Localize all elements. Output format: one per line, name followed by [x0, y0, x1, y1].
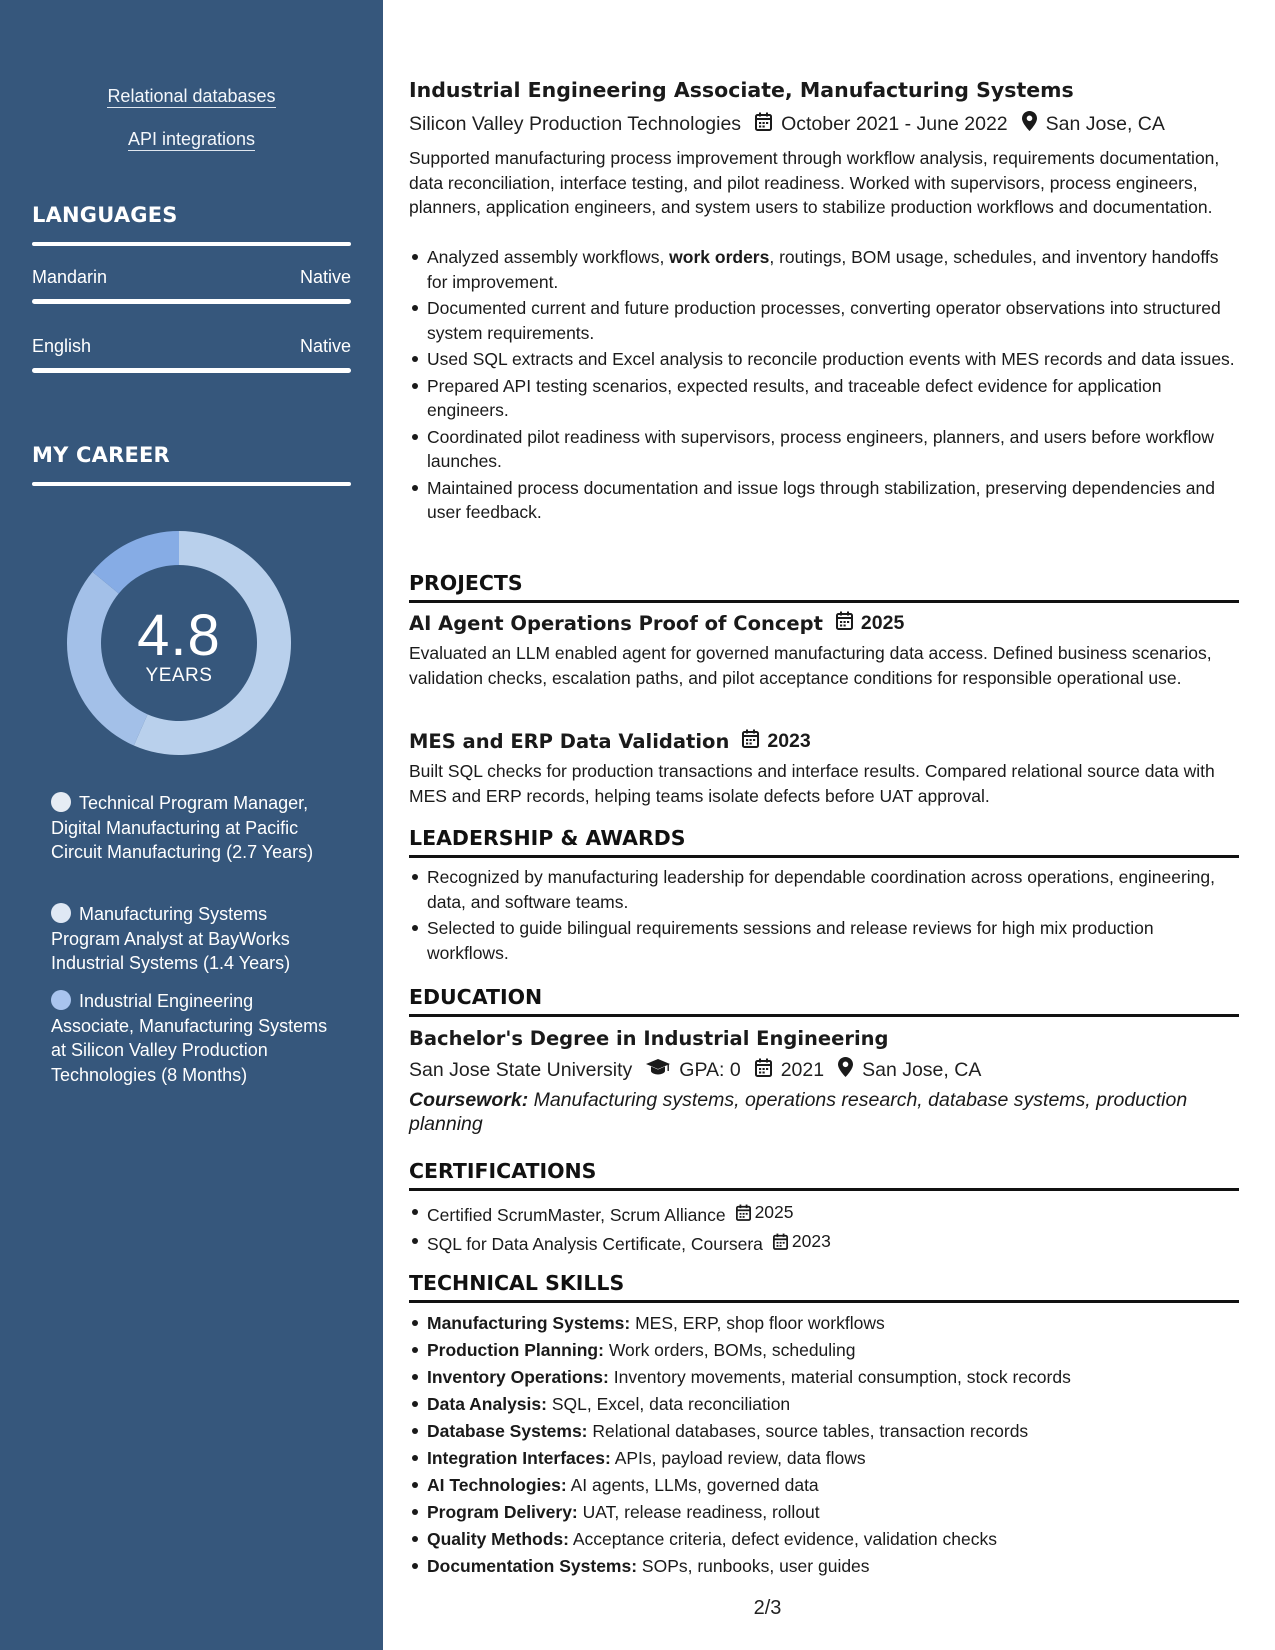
- career-total-years: 4.8: [137, 603, 221, 668]
- project-title: AI Agent Operations Proof of Concept: [409, 611, 823, 635]
- job-title: Industrial Engineering Associate, Manufacturing Systems: [409, 78, 1074, 102]
- leadership-heading: LEADERSHIP & AWARDS: [409, 826, 686, 850]
- skill-link-label[interactable]: Relational databases: [107, 86, 276, 106]
- language-level-bar: [32, 368, 351, 373]
- career-heading-rule: [32, 482, 351, 486]
- job-bullets: [409, 245, 1239, 527]
- skill-link-api-integrations[interactable]: [0, 129, 383, 150]
- leadership-heading-rule: [409, 855, 1239, 858]
- skill-item: [409, 1338, 1239, 1363]
- school-name: San Jose State University: [409, 1058, 633, 1081]
- skill-item: [409, 1419, 1239, 1444]
- career-total-unit: YEARS: [145, 665, 213, 686]
- career-item: [51, 791, 331, 865]
- coursework: [409, 1088, 1239, 1136]
- calendar-icon: [755, 112, 772, 137]
- job-meta: [409, 111, 1165, 137]
- skill-value: AI agents, LLMs, governed data: [570, 1475, 819, 1495]
- language-row-english: [32, 336, 351, 357]
- calendar-icon: [836, 611, 853, 635]
- job-dates: October 2021 - June 2022: [781, 112, 1008, 135]
- projects-heading-rule: [409, 600, 1239, 603]
- skill-item: [409, 1392, 1239, 1417]
- language-level: Native: [299, 336, 351, 356]
- calendar-icon: [755, 1058, 772, 1083]
- certification-name: Certified ScrumMaster, Scrum Alliance: [427, 1204, 726, 1225]
- project-year: 2023: [767, 729, 811, 752]
- career-item: [51, 902, 331, 976]
- career-item-text: Manufacturing Systems Program Analyst at BayWorks Industrial Systems (1.4 Years): [51, 904, 291, 973]
- skill-value: SQL, Excel, data reconciliation: [551, 1394, 791, 1414]
- skill-value: Work orders, BOMs, scheduling: [608, 1340, 856, 1360]
- education-meta: [409, 1057, 981, 1083]
- certifications-list: [409, 1200, 1239, 1259]
- languages-heading-rule: [32, 242, 351, 246]
- degree-name: Bachelor's Degree in Industrial Engineering: [409, 1027, 889, 1050]
- list-item: Prepared API testing scenarios, expected results, and traceable defect evidence for application engineers.: [409, 374, 1239, 423]
- skill-item: [409, 1473, 1239, 1498]
- skill-value: Acceptance criteria, defect evidence, validation checks: [572, 1529, 997, 1549]
- project-year: 2025: [860, 611, 905, 634]
- map-pin-icon: [838, 1057, 853, 1083]
- language-row-mandarin: [32, 267, 351, 288]
- skill-value: Relational databases, source tables, transaction records: [592, 1421, 1029, 1441]
- calendar-icon: [742, 729, 759, 753]
- skill-item: [409, 1446, 1239, 1471]
- job-summary: Supported manufacturing process improvement through workflow analysis, requirements documentation, data reconciliation, interface testing, and pilot readiness. Worked with supervisors, process engineers, planners, application engineers, and system users to stabilize production workflows and documentation.: [409, 148, 1220, 217]
- bullet-text: , routings, BOM usage, schedules, and inventory handoffs for improvement.: [427, 247, 1219, 292]
- skill-value: SOPs, runbooks, user guides: [641, 1556, 870, 1576]
- certification-year-group: [736, 1200, 794, 1225]
- gpa: GPA: 0: [679, 1058, 741, 1081]
- career-item-text: Industrial Engineering Associate, Manufacturing Systems at Silicon Valley Production Technologies (8 Months): [51, 991, 328, 1085]
- skill-value: MES, ERP, shop floor workflows: [635, 1313, 885, 1333]
- language-name: Mandarin: [32, 267, 108, 287]
- job-location: San Jose, CA: [1045, 112, 1165, 135]
- map-pin-icon: [1022, 111, 1037, 137]
- company-name: Silicon Valley Production Technologies: [409, 112, 742, 135]
- graduation-cap-icon: [646, 1058, 670, 1082]
- skills-list: [409, 1311, 1239, 1581]
- skill-item: [409, 1365, 1239, 1390]
- list-item: Selected to guide bilingual requirements sessions and release reviews for high mix production workflows.: [409, 916, 1239, 965]
- list-item: Documented current and future production processes, converting operator observations into structured system requirements.: [409, 296, 1239, 345]
- list-item: Used SQL extracts and Excel analysis to reconcile production events with MES records and data issues.: [409, 347, 1239, 372]
- skill-value: APIs, payload review, data flows: [614, 1448, 866, 1468]
- project-title-row: [409, 611, 904, 635]
- coursework-label: Coursework:: [409, 1089, 529, 1111]
- skill-label: Database Systems:: [427, 1421, 588, 1441]
- certifications-heading: CERTIFICATIONS: [409, 1159, 597, 1183]
- certification-name: SQL for Data Analysis Certificate, Coursera: [427, 1234, 763, 1254]
- language-name: English: [32, 336, 92, 356]
- language-level: Native: [299, 267, 351, 287]
- calendar-icon: [773, 1233, 788, 1250]
- project-description: Evaluated an LLM enabled agent for governed manufacturing data access. Defined business scenarios, validation checks, escalation paths, and pilot acceptance conditions for responsible operational use.: [409, 643, 1212, 688]
- skill-label: Integration Interfaces:: [427, 1448, 611, 1468]
- skill-link-label[interactable]: API integrations: [127, 129, 256, 149]
- skill-label: Production Planning:: [427, 1340, 604, 1360]
- list-item: [409, 1200, 1239, 1227]
- skill-item: [409, 1500, 1239, 1525]
- skill-label: AI Technologies:: [427, 1475, 567, 1495]
- coursework-text: Manufacturing systems, operations research, database systems, production planning: [409, 1089, 1188, 1135]
- graduation-year: 2021: [780, 1058, 825, 1081]
- skill-link-relational-databases[interactable]: [0, 86, 383, 107]
- list-item: Maintained process documentation and issue logs through stabilization, preserving dependencies and user feedback.: [409, 476, 1239, 525]
- career-item-text: Technical Program Manager, Digital Manufacturing at Pacific Circuit Manufacturing (2.7 Years): [51, 793, 314, 862]
- certification-year-group: [773, 1229, 831, 1254]
- sidebar: [0, 0, 383, 1650]
- degree-title: [409, 1027, 889, 1050]
- education-heading-rule: [409, 1014, 1239, 1017]
- career-heading: MY CAREER: [32, 443, 170, 467]
- skills-heading: TECHNICAL SKILLS: [409, 1271, 625, 1295]
- skill-label: Manufacturing Systems:: [427, 1313, 631, 1333]
- legend-dot: [51, 990, 71, 1010]
- skill-label: Program Delivery:: [427, 1502, 578, 1522]
- skill-label: Inventory Operations:: [427, 1367, 609, 1387]
- page-number: 2/3: [753, 1597, 782, 1619]
- list-item: Coordinated pilot readiness with supervisors, process engineers, planners, and users before workflow launches.: [409, 425, 1239, 474]
- school-location: San Jose, CA: [862, 1058, 982, 1081]
- project-description: Built SQL checks for production transactions and interface results. Compared relational source data with MES and ERP records, helping teams isolate defects before UAT approval.: [409, 761, 1215, 806]
- skill-label: Data Analysis:: [427, 1394, 547, 1414]
- language-level-bar: [32, 299, 351, 304]
- skill-label: Documentation Systems:: [427, 1556, 638, 1576]
- list-item: [409, 245, 1239, 294]
- skill-item: [409, 1554, 1239, 1579]
- list-item: Recognized by manufacturing leadership for dependable coordination across operations, engineering, data, and software teams.: [409, 865, 1239, 914]
- education-heading: EDUCATION: [409, 985, 543, 1009]
- career-item: [51, 989, 331, 1087]
- legend-dot: [51, 903, 71, 923]
- skill-item: [409, 1311, 1239, 1336]
- skills-heading-rule: [409, 1300, 1239, 1303]
- certification-year: 2023: [791, 1231, 831, 1252]
- legend-dot: [51, 792, 71, 812]
- project-title: MES and ERP Data Validation: [409, 729, 730, 753]
- project-title-row: [409, 729, 811, 753]
- bullet-text: Analyzed assembly workflows,: [427, 247, 670, 267]
- calendar-icon: [736, 1204, 751, 1221]
- skill-value: UAT, release readiness, rollout: [582, 1502, 820, 1522]
- leadership-list: [409, 865, 1239, 967]
- skill-value: Inventory movements, material consumption, stock records: [613, 1367, 1071, 1387]
- certification-year: 2025: [754, 1202, 794, 1222]
- skill-label: Quality Methods:: [427, 1529, 569, 1549]
- languages-heading: LANGUAGES: [32, 203, 178, 227]
- list-item: [409, 1229, 1239, 1256]
- projects-heading: PROJECTS: [409, 571, 523, 595]
- bullet-emphasis: work orders: [669, 247, 770, 267]
- certifications-heading-rule: [409, 1188, 1239, 1191]
- skill-item: [409, 1527, 1239, 1552]
